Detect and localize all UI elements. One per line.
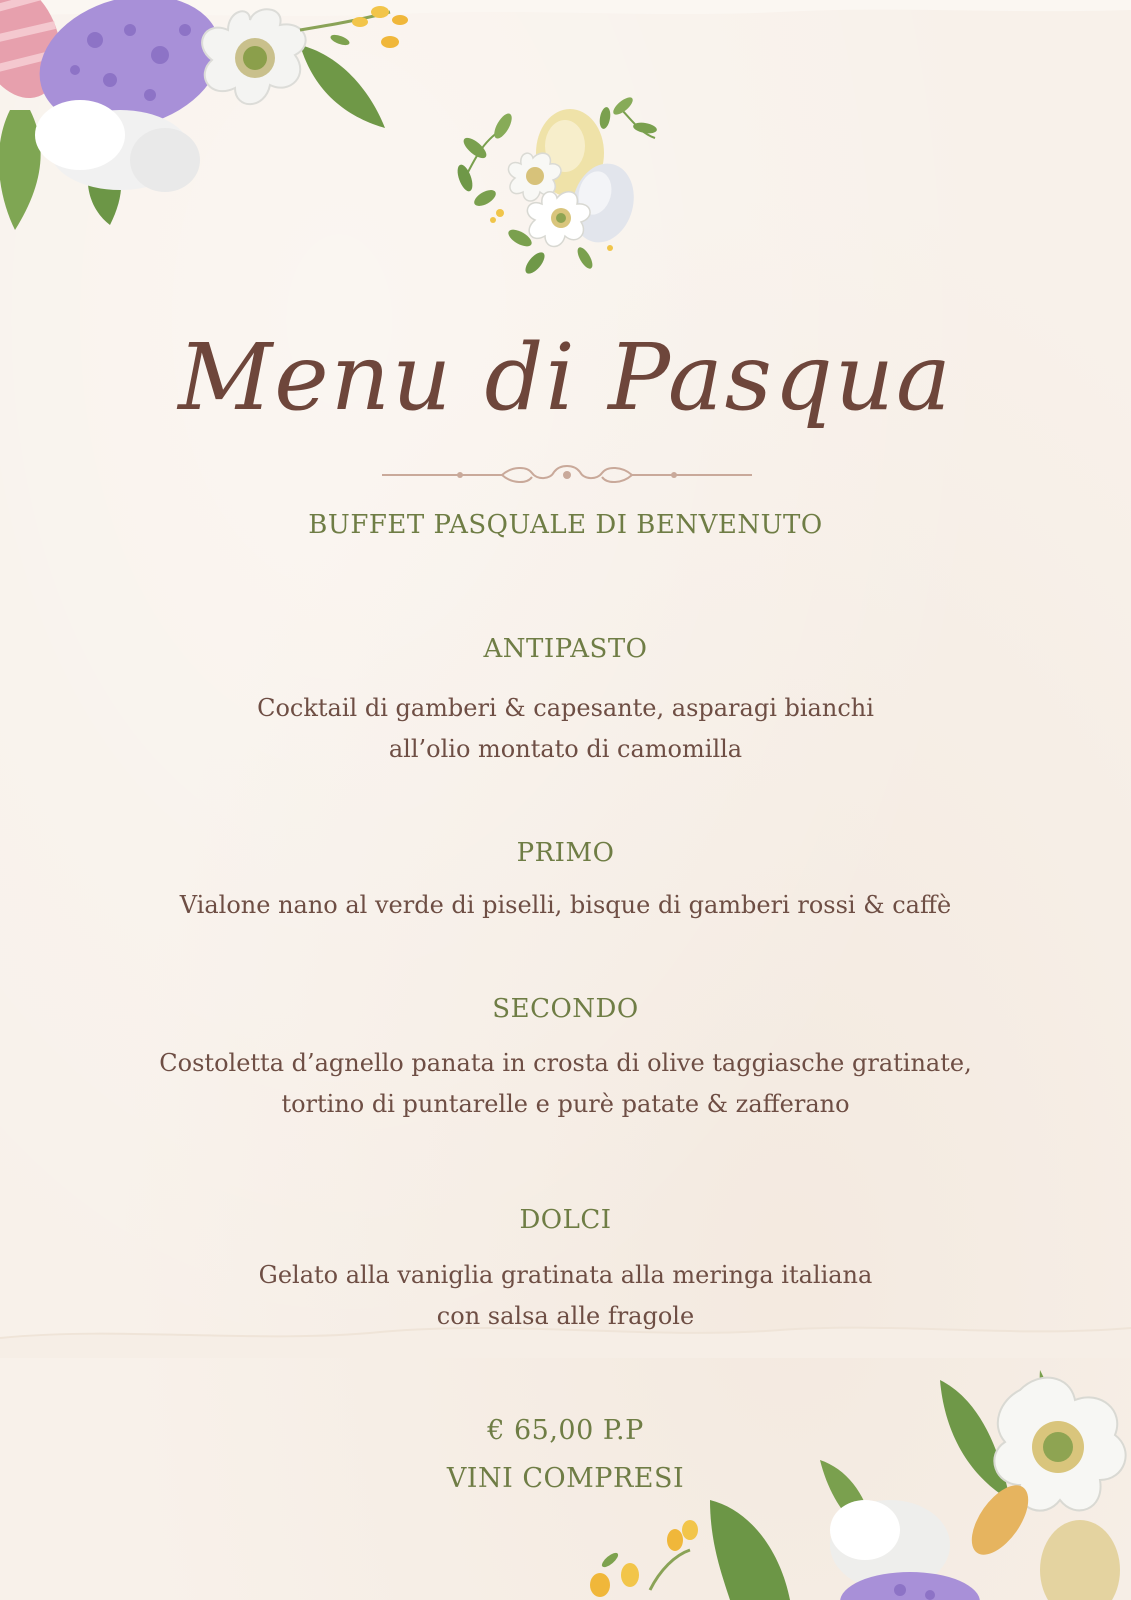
course-description-secondo: [0, 1043, 1131, 1125]
course-description-antipasto: [0, 688, 1131, 770]
buffet-heading: BUFFET PASQUALE DI BENVENUTO: [308, 510, 823, 540]
wine-included-label: VINI COMPRESI: [446, 1463, 685, 1494]
easter-egg-bouquet-icon: [445, 88, 685, 288]
price-label: € 65,00 P.P: [487, 1415, 644, 1446]
course-heading-antipasto: ANTIPASTO: [483, 634, 648, 664]
description-line: all’olio montato di camomilla: [388, 735, 743, 763]
course-description-dolci: [0, 1255, 1131, 1337]
description-line: con salsa alle fragole: [436, 1302, 695, 1330]
description-line: Vialone nano al verde di piselli, bisque di gamberi rossi & caffè: [179, 891, 952, 919]
course-heading-secondo: SECONDO: [492, 994, 639, 1024]
course-description-primo: [0, 885, 1131, 926]
easter-eggs-flowers-top-left-icon: [0, 0, 420, 240]
description-line: Gelato alla vaniglia gratinata alla meringa italiana: [258, 1261, 873, 1289]
menu-title: Menu di Pasqua: [178, 324, 953, 431]
ornamental-divider-icon: [382, 462, 752, 488]
description-line: Cocktail di gamberi & capesante, asparagi bianchi: [257, 694, 874, 722]
course-heading-primo: PRIMO: [516, 838, 615, 868]
course-heading-dolci: DOLCI: [519, 1205, 612, 1235]
description-line: Costoletta d’agnello panata in crosta di olive taggiasche gratinate,: [159, 1049, 972, 1077]
description-line: tortino di puntarelle e purè patate & zafferano: [281, 1090, 850, 1118]
